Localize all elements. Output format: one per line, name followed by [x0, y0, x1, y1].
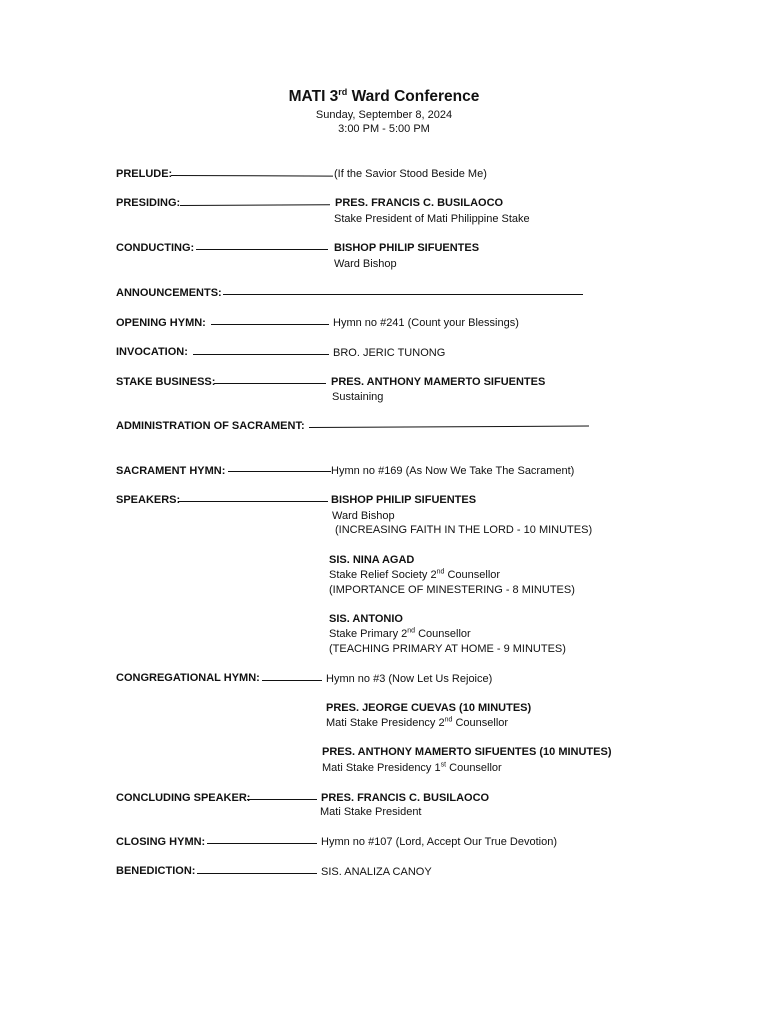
speaker4-role: Mati Stake Presidency 2nd Counsellor: [326, 716, 509, 729]
speaker5-name: PRES. ANTHONY MAMERTO SIFUENTES (10 MINUTES): [322, 746, 612, 758]
congregational-hymn-label: CONGREGATIONAL HYMN:: [116, 672, 260, 684]
stake-business-label: STAKE BUSINESS:: [116, 376, 216, 388]
title-superscript: rd: [338, 86, 348, 97]
speaker1-role: Ward Bishop: [332, 510, 395, 522]
page-title: [0, 88, 768, 106]
presiding-label: PRESIDING:: [116, 197, 181, 209]
speaker1-name: BISHOP PHILIP SIFUENTES: [331, 494, 477, 506]
meeting-date: Sunday, September 8, 2024: [315, 109, 453, 121]
stake-business-role: Sustaining: [332, 391, 384, 403]
opening-hymn-label: OPENING HYMN:: [116, 317, 206, 329]
speaker3-role: Stake Primary 2nd Counsellor: [329, 627, 471, 640]
sacrament-admin-rule: [309, 426, 589, 428]
closing-hymn-rule: [207, 843, 317, 844]
title-text-suffix: Ward Conference: [347, 88, 480, 105]
speaker4-name: PRES. JEORGE CUEVAS (10 MINUTES): [326, 702, 532, 714]
invocation-value: BRO. JERIC TUNONG: [333, 347, 446, 359]
opening-hymn-rule: [211, 324, 329, 325]
speaker2-topic: (IMPORTANCE OF MINESTERING - 8 MINUTES): [329, 584, 575, 596]
presiding-role: Stake President of Mati Philippine Stake: [334, 213, 530, 225]
sacrament-admin-label: ADMINISTRATION OF SACRAMENT:: [116, 420, 305, 432]
speaker2-role: Stake Relief Society 2nd Counsellor: [329, 568, 501, 581]
speaker5-role: Mati Stake Presidency 1st Counsellor: [322, 761, 502, 774]
stake-business-rule: [214, 383, 326, 384]
invocation-rule: [193, 354, 329, 355]
concluding-speaker-role: Mati Stake President: [320, 806, 422, 818]
prelude-rule: [171, 175, 333, 177]
opening-hymn-value: Hymn no #241 (Count your Blessings): [333, 317, 519, 329]
prelude-value: (If the Savior Stood Beside Me): [334, 168, 487, 180]
invocation-label: INVOCATION:: [116, 346, 188, 358]
prelude-label: PRELUDE:: [116, 168, 173, 180]
stake-business-name: PRES. ANTHONY MAMERTO SIFUENTES: [331, 376, 546, 388]
concluding-speaker-name: PRES. FRANCIS C. BUSILAOCO: [321, 792, 490, 804]
concluding-speaker-rule: [247, 799, 317, 800]
closing-hymn-value: Hymn no #107 (Lord, Accept Our True Devotion): [321, 836, 558, 848]
speakers-label: SPEAKERS:: [116, 494, 181, 506]
closing-hymn-label: CLOSING HYMN:: [116, 836, 206, 848]
speaker1-topic: (INCREASING FAITH IN THE LORD - 10 MINUTES): [335, 524, 593, 536]
announcements-rule: [223, 294, 583, 295]
congregational-hymn-value: Hymn no #3 (Now Let Us Rejoice): [326, 673, 493, 685]
congregational-hymn-rule: [262, 680, 322, 681]
speaker2-name: SIS. NINA AGAD: [329, 554, 415, 566]
sacrament-hymn-rule: [228, 471, 331, 472]
announcements-label: ANNOUNCEMENTS:: [116, 287, 222, 299]
title-text: MATI 3: [288, 88, 339, 105]
speaker3-name: SIS. ANTONIO: [329, 613, 403, 625]
speakers-rule: [178, 501, 328, 502]
sacrament-hymn-label: SACRAMENT HYMN:: [116, 465, 226, 477]
sacrament-hymn-value: Hymn no #169 (As Now We Take The Sacrament): [331, 465, 575, 477]
conducting-label: CONDUCTING:: [116, 242, 195, 254]
conducting-name: BISHOP PHILIP SIFUENTES: [334, 242, 480, 254]
speaker3-topic: (TEACHING PRIMARY AT HOME - 9 MINUTES): [329, 643, 566, 655]
conducting-rule: [196, 249, 328, 250]
meeting-time: 3:00 PM - 5:00 PM: [338, 123, 430, 135]
benediction-label: BENEDICTION:: [116, 865, 196, 877]
concluding-speaker-label: CONCLUDING SPEAKER:: [116, 792, 251, 804]
presiding-name: PRES. FRANCIS C. BUSILAOCO: [335, 197, 504, 209]
benediction-value: SIS. ANALIZA CANOY: [321, 866, 432, 878]
conducting-role: Ward Bishop: [334, 258, 397, 270]
presiding-rule: [180, 204, 330, 206]
benediction-rule: [197, 873, 317, 874]
